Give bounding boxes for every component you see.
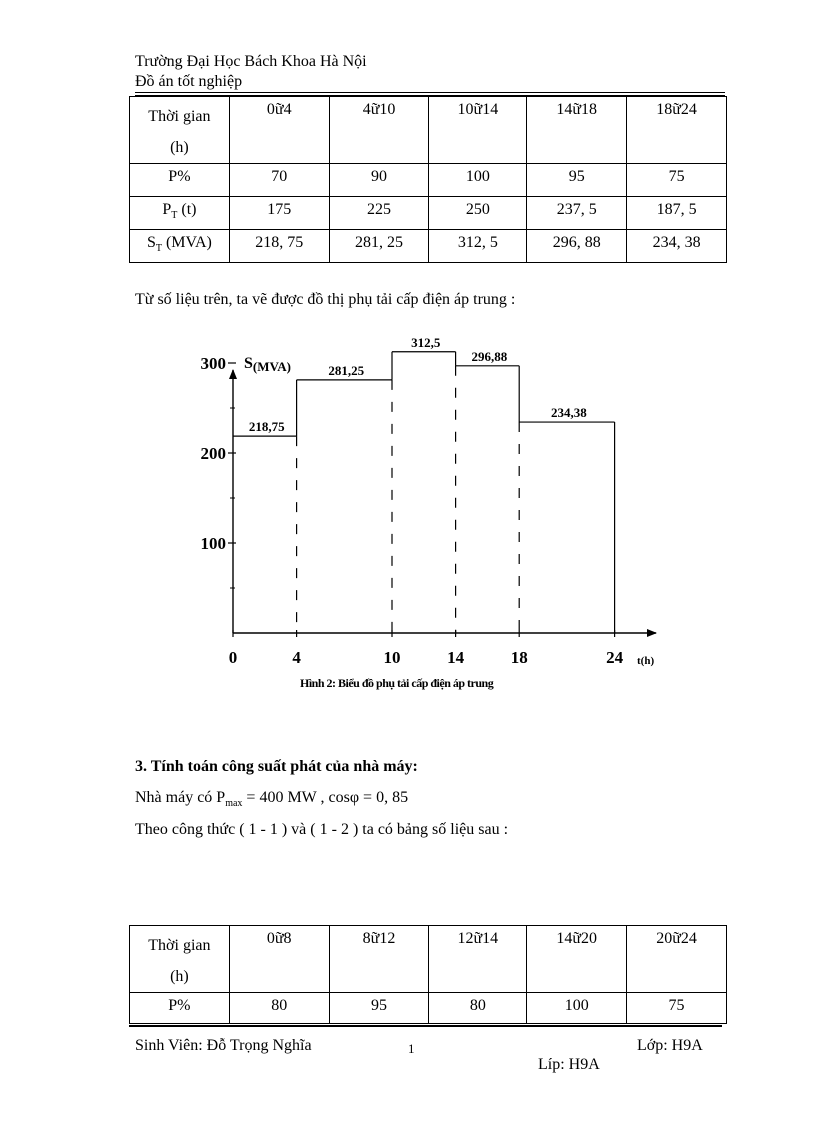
table-header-cell: 0ữ4 — [229, 97, 329, 164]
load-chart — [0, 330, 816, 710]
table-cell: 225 — [329, 197, 429, 230]
time-unit: (h) — [170, 139, 189, 156]
segment-value-label: 218,75 — [248, 419, 285, 435]
segment-value-label: 296,88 — [471, 348, 508, 364]
table-header-cell: 10ữ14 — [429, 97, 527, 164]
pmax-sub: max — [225, 798, 243, 810]
table-cell: 296, 88 — [527, 230, 627, 263]
table-cell: 100 — [429, 164, 527, 197]
footer-rule — [129, 1025, 722, 1027]
y-tick-label: 100 — [200, 534, 226, 553]
segment-value-label: 234,38 — [551, 405, 587, 421]
table-header-cell: 4ữ10 — [329, 97, 429, 164]
segment-value-label: 312,5 — [411, 334, 441, 350]
chart-caption: Hình 2: Biểu đồ phụ tải cấp điện áp trung — [300, 676, 494, 690]
load-table-1 — [129, 96, 727, 263]
formula-line: Theo công thức ( 1 - 1 ) và ( 1 - 2 ) ta có bảng số liệu sau : — [135, 821, 509, 838]
table-cell: 80 — [229, 993, 329, 1024]
load-table-2 — [129, 925, 727, 1024]
table-cell: 80 — [429, 993, 527, 1024]
section-title: 3. Tính toán công suất phát của nhà máy: — [135, 758, 418, 775]
label-sub: T — [155, 243, 162, 255]
y-axis-label — [244, 355, 291, 374]
segment-value-label: 281,25 — [328, 362, 365, 378]
label-sub: T — [171, 210, 178, 222]
table-header-cell: 14ữ18 — [527, 97, 627, 164]
time-unit: (h) — [170, 968, 189, 985]
table-cell: 100 — [527, 993, 627, 1024]
y-label-main: S — [244, 355, 253, 372]
row-label-p-percent: P% — [130, 164, 230, 197]
table-cell: 75 — [627, 993, 727, 1024]
table-row — [130, 97, 727, 164]
table-cell: 187, 5 — [627, 197, 727, 230]
pmax-prefix: Nhà máy có P — [135, 789, 226, 806]
row-label-st — [130, 230, 230, 263]
y-tick-label: 300 — [200, 354, 226, 373]
table-row — [130, 926, 727, 993]
table-cell: 95 — [527, 164, 627, 197]
x-tick-label: 14 — [447, 648, 465, 667]
table-header-cell: 8ữ12 — [329, 926, 429, 993]
y-tick-label: 200 — [200, 444, 226, 463]
footer-class: Lớp: H9A — [637, 1037, 703, 1054]
table-row — [130, 164, 727, 197]
label-unit: (MVA) — [161, 234, 212, 251]
x-axis-label: t(h) — [637, 655, 655, 667]
table-row — [130, 993, 727, 1024]
y-label-unit: (MVA) — [252, 359, 291, 374]
time-label: Thời gian — [148, 108, 211, 125]
intro-text: Từ số liệu trên, ta vẽ được đồ thị phụ tải cấp điện áp trung : — [135, 291, 516, 308]
x-tick-label: 18 — [510, 648, 528, 667]
table-cell: 75 — [627, 164, 727, 197]
x-tick-label: 24 — [606, 648, 624, 667]
table-cell: 312, 5 — [429, 230, 527, 263]
table-cell: 281, 25 — [329, 230, 429, 263]
table-cell: 250 — [429, 197, 527, 230]
table-cell: 237, 5 — [527, 197, 627, 230]
table-cell: 70 — [229, 164, 329, 197]
table-header-cell: 12ữ14 — [429, 926, 527, 993]
x-tick-label: 4 — [292, 648, 301, 667]
pmax-line — [135, 788, 408, 814]
label-main: S — [146, 234, 156, 251]
table-row — [130, 197, 727, 230]
table-header-cell: 20ữ24 — [627, 926, 727, 993]
table-cell: 175 — [229, 197, 329, 230]
table-row — [130, 230, 727, 263]
school-name: Trường Đại Học Bách Khoa Hà Nội — [135, 53, 367, 70]
label-main: P — [162, 201, 172, 218]
row-label-pt — [130, 197, 230, 230]
table-header-time — [130, 97, 230, 164]
row-label-p-percent: P% — [130, 993, 230, 1024]
x-tick-label: 0 — [228, 648, 238, 667]
footer-student: Sinh Viên: Đỗ Trọng Nghĩa — [135, 1037, 312, 1054]
table-header-cell: 18ữ24 — [627, 97, 727, 164]
header-rule — [135, 92, 725, 93]
table-cell: 90 — [329, 164, 429, 197]
x-tick-label: 10 — [383, 648, 401, 667]
table-cell: 234, 38 — [627, 230, 727, 263]
table-header-cell: 0ữ8 — [229, 926, 329, 993]
pmax-suffix: = 400 MW , cosφ = 0, 85 — [242, 789, 409, 806]
table-header-cell: 14ữ20 — [527, 926, 627, 993]
page-number: 1 — [408, 1041, 415, 1056]
footer-class-alt: Líp: H9A — [538, 1056, 600, 1073]
document-type: Đồ án tốt nghiệp — [135, 73, 243, 90]
label-unit: (t) — [177, 201, 197, 218]
table-header-time — [130, 926, 230, 993]
time-label: Thời gian — [148, 937, 211, 954]
table-cell: 95 — [329, 993, 429, 1024]
table-cell: 218, 75 — [229, 230, 329, 263]
